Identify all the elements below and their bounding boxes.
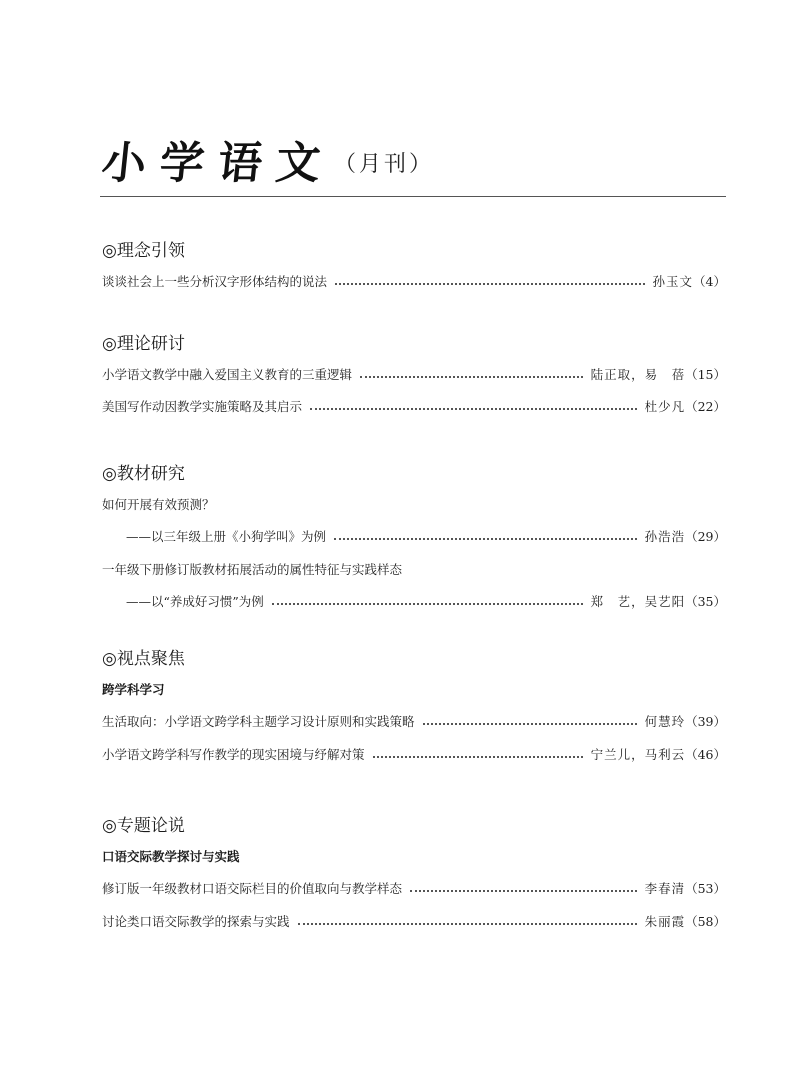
section-subheading: 口语交际教学探讨与实践	[102, 849, 240, 864]
page-number: （35）	[685, 594, 726, 609]
article-author: 郑 艺，吴艺阳	[590, 594, 686, 609]
article-subtitle: ——以三年级上册《小狗学叫》为例	[126, 529, 327, 544]
toc-entry[interactable]	[102, 879, 726, 899]
toc-entry[interactable]	[102, 272, 726, 292]
page-number: （58）	[685, 914, 726, 929]
journal-frequency: （月刊）	[334, 152, 435, 177]
toc-entry[interactable]	[102, 712, 726, 732]
section-subheading: 跨学科学习	[102, 682, 165, 697]
toc-entry[interactable]	[102, 397, 726, 417]
section-heading-linian: ◎理念引领	[102, 241, 185, 261]
article-title: 修订版一年级教材口语交际栏目的价值取向与教学样态	[102, 881, 403, 896]
toc-entry[interactable]	[126, 592, 726, 612]
dot-leader	[272, 603, 583, 605]
dot-leader	[410, 890, 637, 892]
dot-leader	[334, 538, 637, 540]
article-author: 陆正取，易 蓓	[590, 367, 686, 382]
toc-entry-title[interactable]	[102, 560, 726, 580]
dot-leader	[335, 283, 645, 285]
article-title: 美国写作动因教学实施策略及其启示	[102, 399, 303, 414]
dot-leader	[423, 723, 637, 725]
article-title: 生活取向：小学语文跨学科主题学习设计原则和实践策略	[102, 714, 415, 729]
journal-title: 小学语文	[99, 138, 337, 189]
toc-entry-title[interactable]	[102, 495, 726, 515]
dot-leader	[298, 923, 637, 925]
article-subtitle: ——以“养成好习惯”为例	[126, 594, 264, 609]
page-number: （53）	[685, 881, 726, 896]
article-title: 小学语文教学中融入爱国主义教育的三重逻辑	[102, 367, 353, 382]
section-heading-zhuanti: ◎专题论说	[102, 816, 185, 836]
masthead-rule	[100, 196, 726, 197]
page-number: （15）	[685, 367, 726, 382]
section-heading-jiaocai: ◎教材研究	[102, 464, 185, 484]
page-number: （46）	[685, 747, 726, 762]
dot-leader	[360, 376, 583, 378]
toc-entry[interactable]	[102, 912, 726, 932]
article-author: 何慧玲	[644, 714, 686, 729]
dot-leader	[310, 408, 637, 410]
page-number: （4）	[693, 274, 726, 289]
article-title: 如何开展有效预测？	[102, 497, 215, 512]
masthead	[100, 136, 726, 196]
toc-entry[interactable]	[102, 365, 726, 385]
section-heading-lilun: ◎理论研讨	[102, 334, 185, 354]
page-number: （29）	[685, 529, 726, 544]
article-author: 宁兰儿，马利云	[590, 747, 686, 762]
article-title: 小学语文跨学科写作教学的现实困境与纾解对策	[102, 747, 365, 762]
article-author: 孙玉文	[652, 274, 694, 289]
article-title: 谈谈社会上一些分析汉字形体结构的说法	[102, 274, 328, 289]
dot-leader	[373, 756, 583, 758]
section-heading-shidian: ◎视点聚焦	[102, 649, 185, 669]
toc-entry[interactable]	[102, 745, 726, 765]
article-author: 孙浩浩	[644, 529, 686, 544]
article-title: 讨论类口语交际教学的探索与实践	[102, 914, 290, 929]
page-number: （22）	[685, 399, 726, 414]
article-author: 朱丽霞	[644, 914, 686, 929]
toc-entry[interactable]	[126, 527, 726, 547]
article-title: 一年级下册修订版教材拓展活动的属性特征与实践样态	[102, 562, 403, 577]
page-number: （39）	[685, 714, 726, 729]
article-author: 杜少凡	[644, 399, 686, 414]
article-author: 李春清	[644, 881, 686, 896]
